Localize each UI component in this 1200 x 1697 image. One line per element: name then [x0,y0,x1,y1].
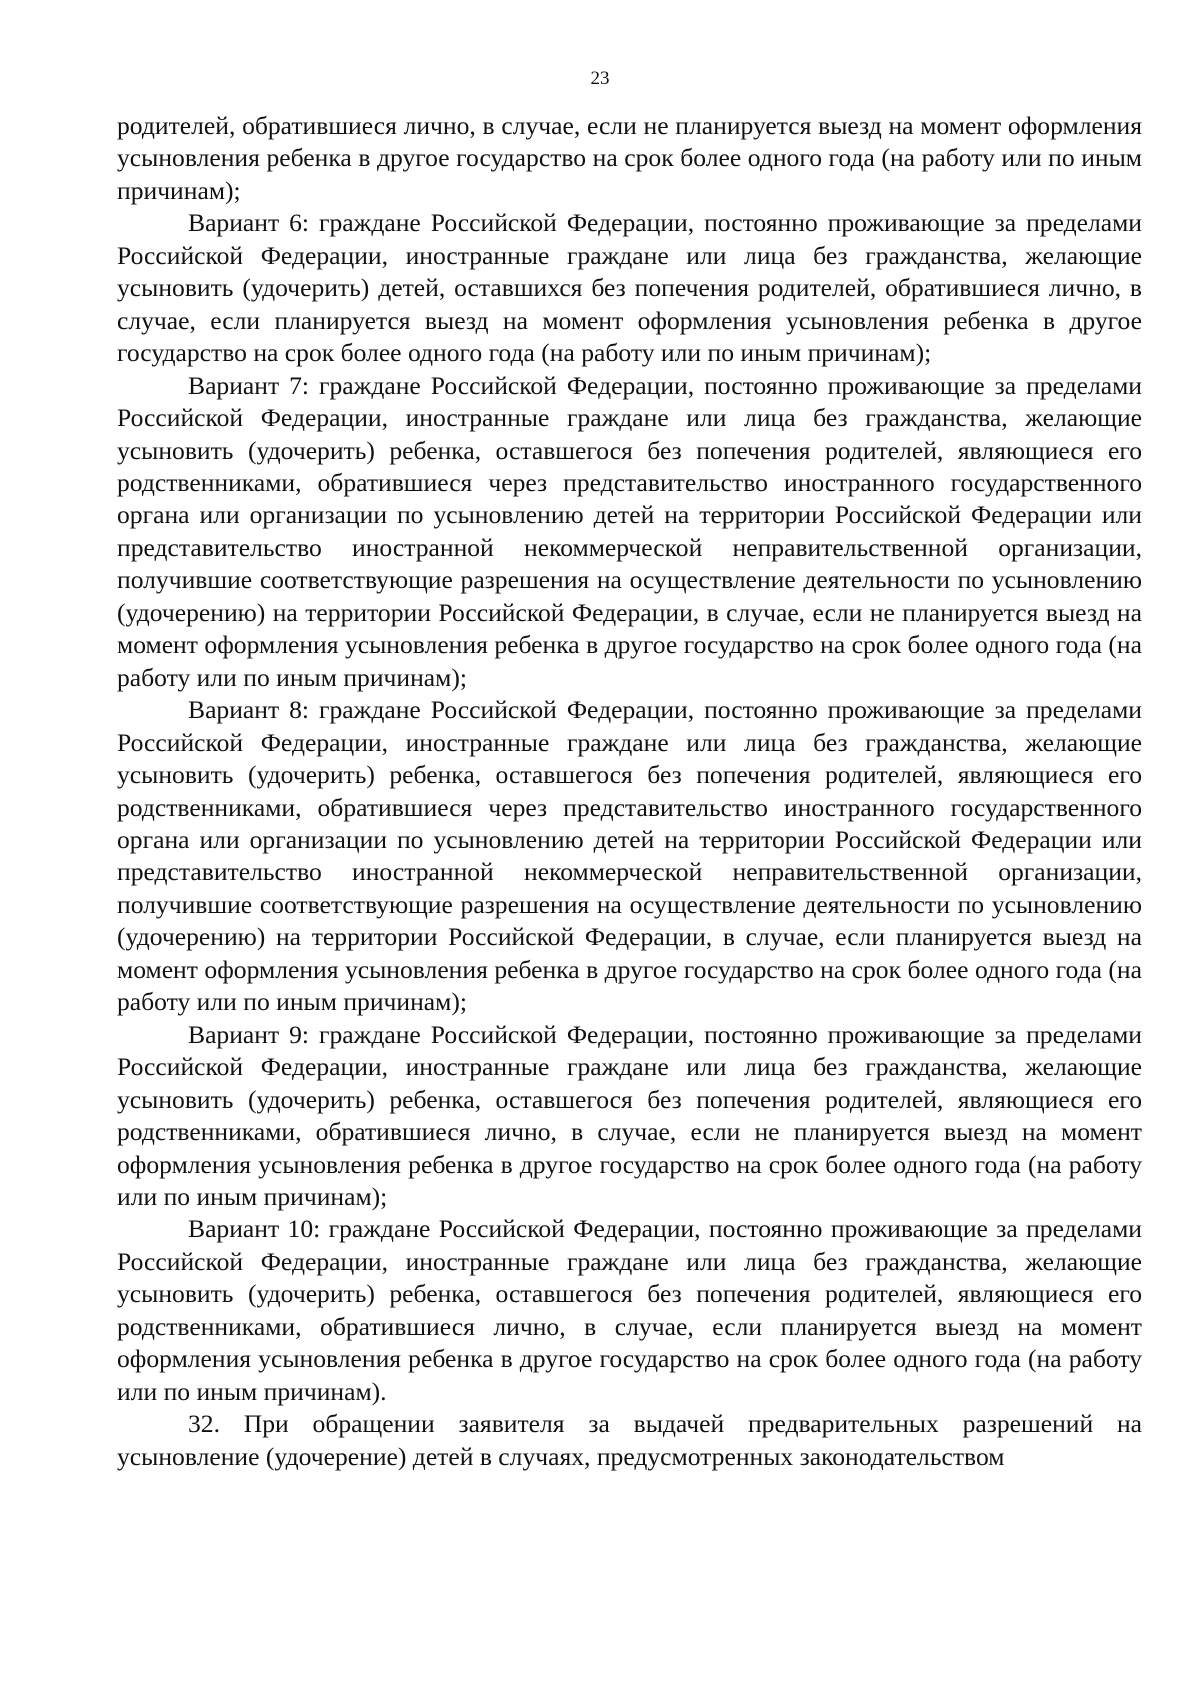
paragraph-item-32: 32. При обращении заявителя за выдачей предварительных разрешений на усыновление (удочерение) детей в случаях, предусмотренных законодательством [117,1409,1142,1471]
page-number: 23 [590,68,610,89]
paragraph-variant-7: Вариант 7: граждане Российской Федерации, постоянно проживающие за пределами Российской Федерации, иностранные граждане или лица без гражданства, желающие усыновить (удочерить) ребенка, оставшегося без попечения родителей, являющиеся его родственниками, обратившиеся через представительство иностранного государственного органа или организации по усыновлению детей на территории Российской Федерации или представительство иностранной некоммерческой неправительственной организации, получившие соответствующие разрешения на осуществление деятельности по усыновлению (удочерению) на территории Российской Федерации, в случае, если не планируется выезд на момент оформления усыновления ребенка в другое государство на срок более одного года (на работу или по иным причинам); [117,370,1142,692]
paragraph-variant-10: Вариант 10: граждане Российской Федерации, постоянно проживающие за пределами Российской Федерации, иностранные граждане или лица без гражданства, желающие усыновить (удочерить) ребенка, оставшегося без попечения родителей, являющиеся его родственниками, обратившиеся лично, в случае, если планируется выезд на момент оформления усыновления ребенка в другое государство на срок более одного года (на работу или по иным причинам). [117,1214,1142,1406]
paragraph-variant-8: Вариант 8: граждане Российской Федерации, постоянно проживающие за пределами Российской Федерации, иностранные граждане или лица без гражданства, желающие усыновить (удочерить) ребенка, оставшегося без попечения родителей, являющиеся его родственниками, обратившиеся через представительство иностранного государственного органа или организации по усыновлению детей на территории Российской Федерации или представительство иностранной некоммерческой неправительственной организации, получившие соответствующие разрешения на осуществление деятельности по усыновлению (удочерению) на территории Российской Федерации, в случае, если планируется выезд на момент оформления усыновления ребенка в другое государство на срок более одного года (на работу или по иным причинам); [117,695,1142,1017]
paragraph-variant-6: Вариант 6: граждане Российской Федерации, постоянно проживающие за пределами Российской Федерации, иностранные граждане или лица без гражданства, желающие усыновить (удочерить) детей, оставшихся без попечения родителей, обратившиеся лично, в случае, если планируется выезд на момент оформления усыновления ребенка в другое государство на срок более одного года (на работу или по иным причинам); [117,208,1142,368]
paragraph-continuation: родителей, обратившиеся лично, в случае, если не планируется выезд на момент оформления усыновления ребенка в другое государство на срок более одного года (на работу или по иным причинам); [117,111,1142,205]
paragraph-variant-9: Вариант 9: граждане Российской Федерации, постоянно проживающие за пределами Российской Федерации, иностранные граждане или лица без гражданства, желающие усыновить (удочерить) ребенка, оставшегося без попечения родителей, являющиеся его родственниками, обратившиеся лично, в случае, если не планируется выезд на момент оформления усыновления ребенка в другое государство на срок более одного года (на работу или по иным причинам); [117,1019,1142,1211]
document-body [117,110,1142,1473]
